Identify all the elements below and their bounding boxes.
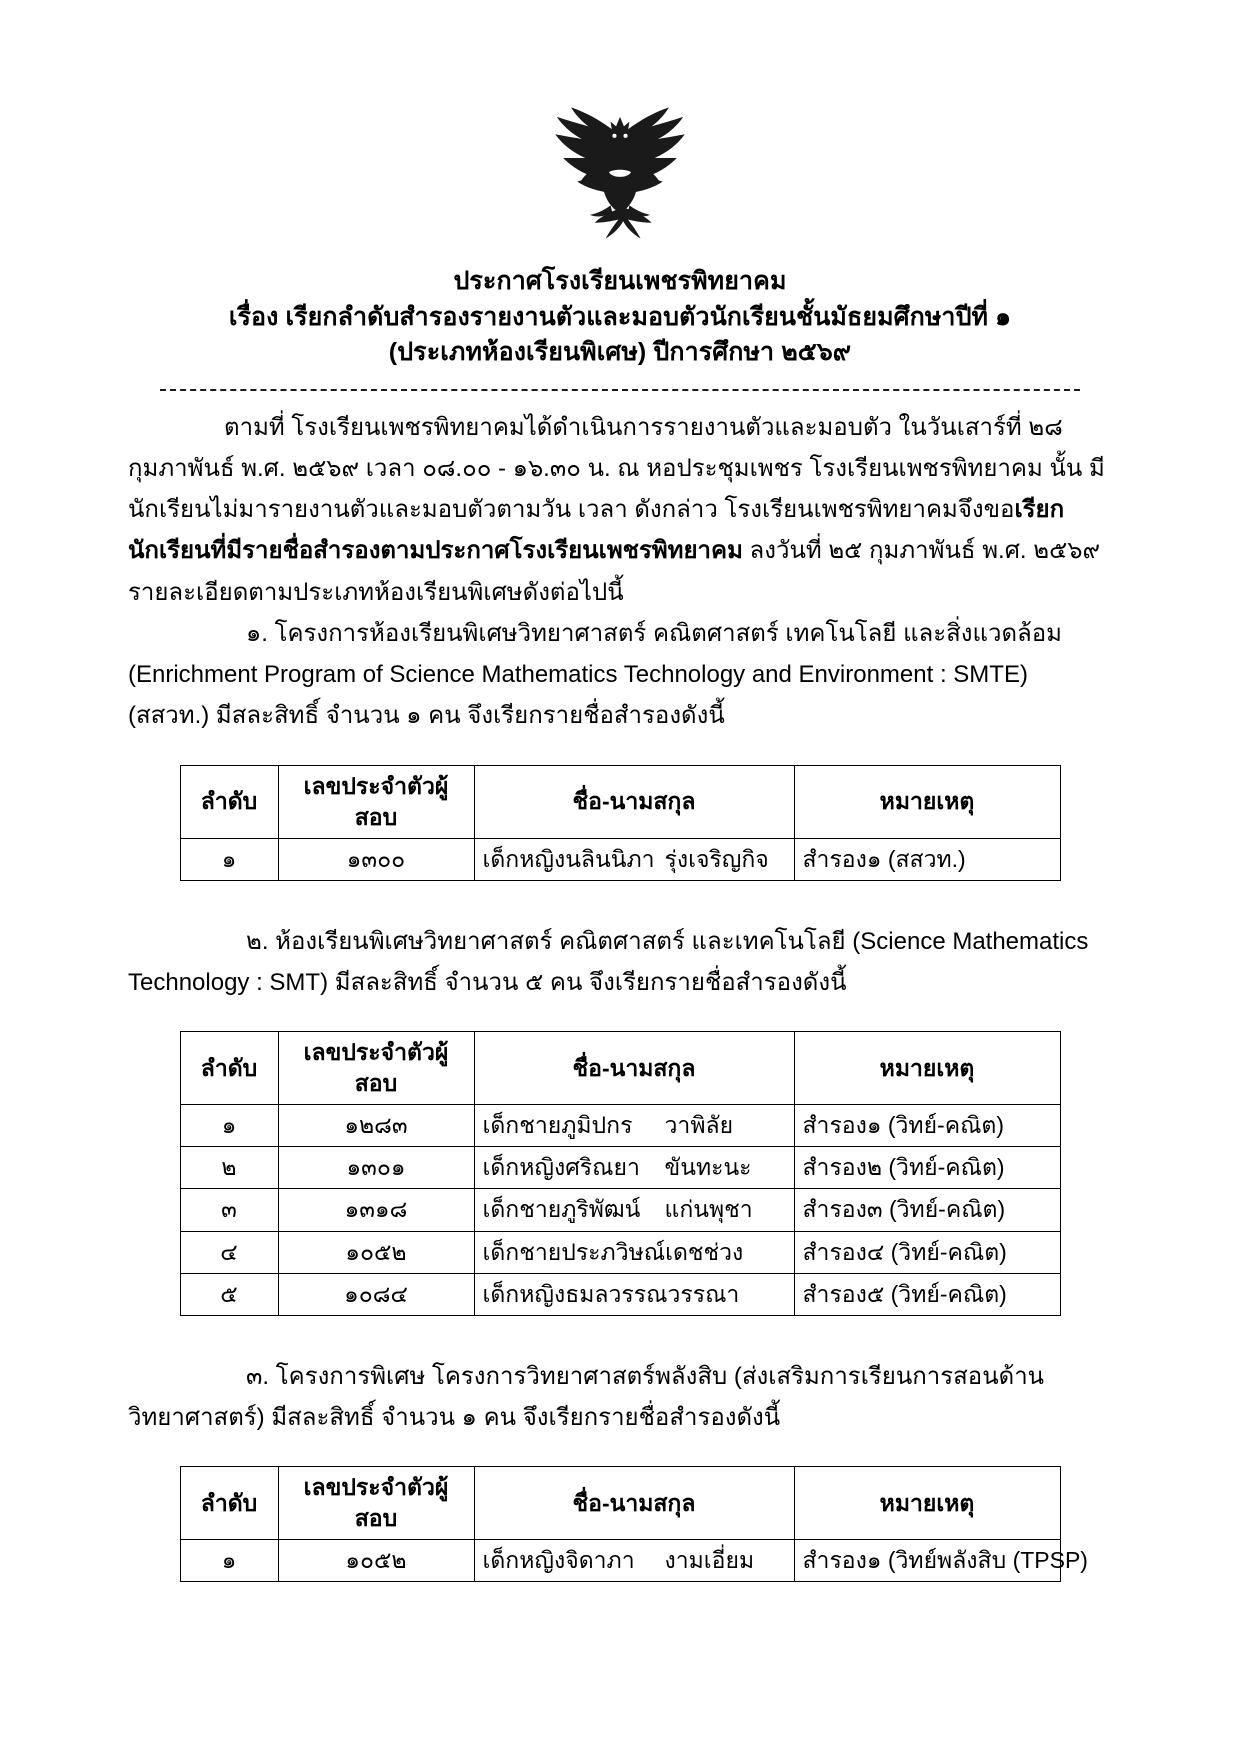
cell-remark: สำรอง๓ (วิทย์-คณิต)	[794, 1189, 1060, 1231]
table-header-row	[180, 765, 1060, 838]
roster-table-1	[180, 765, 1061, 881]
table-row	[180, 1105, 1060, 1147]
cell-given-name: เด็กหญิงจิดาภา	[482, 1547, 635, 1574]
header-remark: หมายเหตุ	[794, 1467, 1060, 1540]
cell-exam-id: ๑๒๘๓	[278, 1105, 474, 1147]
cell-family-name: งามเอี่ยม	[664, 1547, 755, 1574]
section-3-number: ๓.	[246, 1362, 270, 1390]
cell-exam-id: ๑๐๘๔	[278, 1273, 474, 1315]
header-order: ลำดับ	[180, 1467, 278, 1540]
header-order: ลำดับ	[180, 765, 278, 838]
table-row	[180, 1189, 1060, 1231]
header-remark: หมายเหตุ	[794, 1032, 1060, 1105]
table-header-row	[180, 1032, 1060, 1105]
section-1-paragraph	[128, 613, 1112, 737]
cell-exam-id: ๑๓๐๐	[278, 838, 474, 880]
cell-order: ๕	[180, 1273, 278, 1315]
intro-text-part2: ลงวันที่ ๒๕ กุมภาพันธ์ พ.ศ. ๒๕๖๙ รายละเอียดตามประเภทห้องเรียนพิเศษดังต่อไปนี้	[128, 537, 1101, 606]
intro-paragraph	[128, 407, 1112, 613]
section-3-paragraph	[128, 1356, 1112, 1439]
cell-family-name: วรรณา	[667, 1280, 740, 1307]
section-2-paragraph	[128, 921, 1112, 1004]
cell-exam-id: ๑๓๑๘	[278, 1189, 474, 1231]
garuda-emblem	[540, 90, 700, 248]
cell-order: ๑	[180, 1105, 278, 1147]
cell-fullname	[474, 1189, 794, 1231]
section-2-text: ห้องเรียนพิเศษวิทยาศาสตร์ คณิตศาสตร์ และเทคโนโลยี (Science Mathematics Technology : SMT) มีสละสิทธิ์ จำนวน ๕ คน จึงเรียกรายชื่อสำรองดังนี้	[128, 927, 1089, 997]
table-row	[180, 1540, 1060, 1582]
cell-order: ๔	[180, 1231, 278, 1273]
cell-fullname	[474, 1540, 794, 1582]
dashed-divider	[160, 389, 1080, 391]
section-3-text: โครงการพิเศษ โครงการวิทยาศาสตร์พลังสิบ (ส่งเสริมการเรียนการสอนด้านวิทยาศาสตร์) มีสละสิทธิ์ จำนวน ๑ คน จึงเรียกรายชื่อสำรองดังนี้	[128, 1362, 1045, 1431]
roster-table-2	[180, 1031, 1061, 1315]
roster-table-3	[180, 1466, 1088, 1582]
cell-fullname	[474, 838, 794, 880]
cell-remark: สำรอง๑ (วิทย์พลังสิบ (TPSP)	[794, 1540, 1060, 1582]
section-1-number: ๑.	[246, 619, 268, 647]
cell-given-name: เด็กชายภูริพัฒน์	[482, 1196, 641, 1223]
cell-given-name: เด็กชายประภวิษณ์	[482, 1238, 666, 1265]
cell-family-name: เดชช่วง	[665, 1238, 744, 1265]
heading-line-3: (ประเภทห้องเรียนพิเศษ) ปีการศึกษา ๒๕๖๙	[388, 338, 852, 366]
intro-text-part1: ตามที่ โรงเรียนเพชรพิทยาคมได้ดำเนินการรายงานตัวและมอบตัว ในวันเสาร์ที่ ๒๘ กุมภาพันธ์ พ.ศ. ๒๕๖๙ เวลา ๐๘.๐๐ - ๑๖.๓๐ น. ณ หอประชุมเพชร โรงเรียนเพชรพิทยาคม นั้น มีนักเรียนไม่มารายงานตัวและมอบตัวตามวัน เวลา ดังกล่าว โรงเรียนเพชรพิทยาคมจึงขอ	[128, 413, 1105, 524]
cell-family-name: วาพิลัย	[664, 1112, 734, 1139]
table-row	[180, 1147, 1060, 1189]
heading-line-1: ประกาศโรงเรียนเพชรพิทยาคม	[453, 267, 787, 295]
section-2-number: ๒.	[246, 927, 269, 955]
cell-family-name: ขันทะนะ	[664, 1154, 752, 1181]
header-order: ลำดับ	[180, 1032, 278, 1105]
cell-given-name: เด็กหญิงนลินนิภา	[482, 845, 655, 872]
cell-given-name: เด็กหญิงศริณยา	[482, 1154, 640, 1181]
cell-remark: สำรอง๑ (สสวท.)	[794, 838, 1060, 880]
table-row	[180, 1273, 1060, 1315]
header-exam-id: เลขประจำตัวผู้สอบ	[278, 1032, 474, 1105]
cell-family-name: รุ่งเจริญกิจ	[664, 845, 769, 872]
cell-order: ๑	[180, 838, 278, 880]
section-1-text: โครงการห้องเรียนพิเศษวิทยาศาสตร์ คณิตศาสตร์ เทคโนโลยี และสิ่งแวดล้อม (Enrichment Program of Science Mathematics Technology and Environment : SMTE) (สสวท.) มีสละสิทธิ์ จำนวน ๑ คน จึงเรียกรายชื่อสำรองดังนี้	[128, 619, 1062, 730]
cell-remark: สำรอง๒ (วิทย์-คณิต)	[794, 1147, 1060, 1189]
cell-given-name: เด็กชายภูมิปกร	[482, 1112, 633, 1139]
cell-remark: สำรอง๕ (วิทย์-คณิต)	[794, 1273, 1060, 1315]
cell-fullname	[474, 1147, 794, 1189]
heading-line-2: เรื่อง เรียกลำดับสำรองรายงานตัวและมอบตัวนักเรียนชั้นมัธยมศึกษาปีที่ ๑	[228, 302, 1012, 331]
cell-family-name: แก่นพุชา	[664, 1196, 753, 1223]
cell-fullname	[474, 1105, 794, 1147]
cell-remark: สำรอง๔ (วิทย์-คณิต)	[794, 1231, 1060, 1273]
header-exam-id: เลขประจำตัวผู้สอบ	[278, 1467, 474, 1540]
header-fullname: ชื่อ-นามสกุล	[474, 765, 794, 838]
cell-exam-id: ๑๐๕๒	[278, 1540, 474, 1582]
table-header-row	[180, 1467, 1060, 1540]
cell-order: ๒	[180, 1147, 278, 1189]
announcement-heading	[128, 264, 1112, 371]
header-fullname: ชื่อ-นามสกุล	[474, 1032, 794, 1105]
cell-fullname	[474, 1273, 794, 1315]
cell-order: ๓	[180, 1189, 278, 1231]
cell-exam-id: ๑๐๕๒	[278, 1231, 474, 1273]
cell-fullname	[474, 1231, 794, 1273]
intro-text-bold: เรียกนักเรียนที่มีรายชื่อสำรองตามประกาศโรงเรียนเพชรพิทยาคม	[128, 496, 1065, 565]
emblem-container	[128, 90, 1112, 250]
cell-exam-id: ๑๓๐๑	[278, 1147, 474, 1189]
cell-given-name: เด็กหญิงธมลวรรณ	[482, 1280, 668, 1307]
header-fullname: ชื่อ-นามสกุล	[474, 1467, 794, 1540]
cell-remark: สำรอง๑ (วิทย์-คณิต)	[794, 1105, 1060, 1147]
table-row	[180, 838, 1060, 880]
cell-order: ๑	[180, 1540, 278, 1582]
table-row	[180, 1231, 1060, 1273]
header-exam-id: เลขประจำตัวผู้สอบ	[278, 765, 474, 838]
header-remark: หมายเหตุ	[794, 765, 1060, 838]
